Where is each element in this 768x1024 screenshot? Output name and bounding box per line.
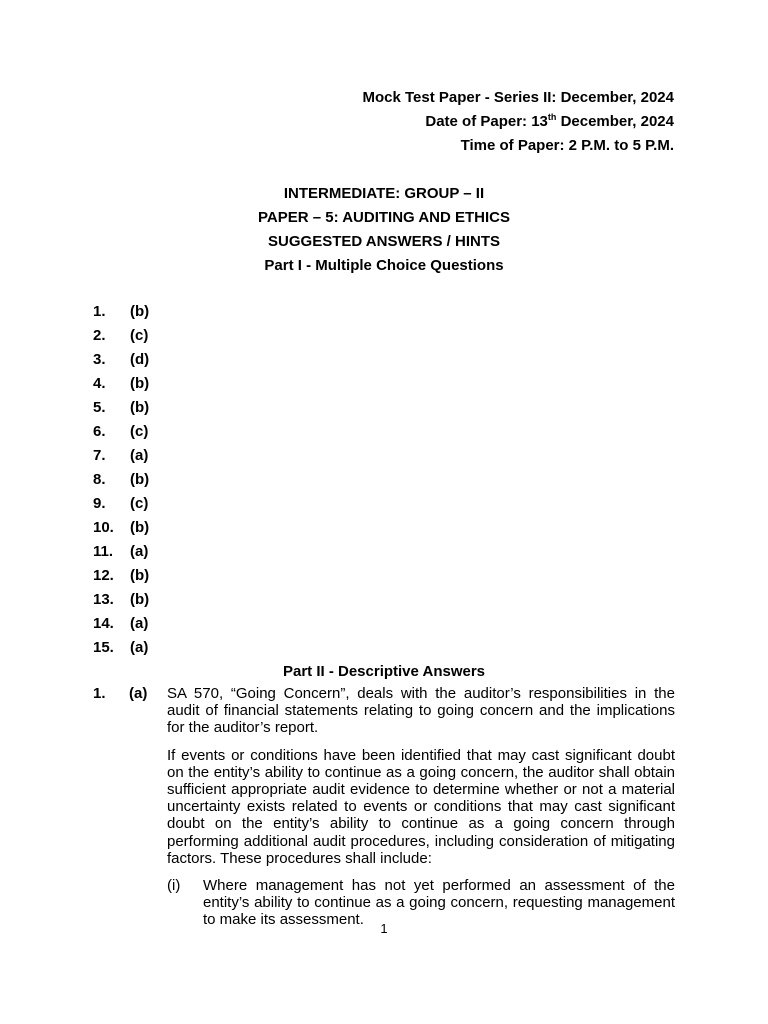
paper-title: PAPER – 5: AUDITING AND ETHICS (258, 209, 510, 226)
question-number: 6. (93, 423, 106, 440)
answer-option: (c) (130, 423, 149, 440)
answer-option: (b) (130, 375, 150, 392)
list-item (93, 540, 149, 564)
answer-option: (a) (130, 639, 149, 656)
list-item (93, 564, 149, 588)
question-number: 5. (93, 399, 106, 416)
paper-meta (362, 86, 674, 158)
answer-option: (b) (130, 471, 150, 488)
procedure-item-label: (i) (167, 877, 181, 895)
list-item (93, 444, 149, 468)
question-number: 11. (93, 543, 114, 560)
answer-paragraph: SA 570, “Going Concern”, deals with the auditor’s responsibilities in the audit of financial statements relating to going concern and the implications for the auditor’s report. (167, 685, 675, 737)
answer-option: (a) (130, 447, 149, 464)
answer-option: (a) (130, 615, 149, 632)
descriptive-answer (167, 685, 675, 929)
date-rest: December, 2024 (556, 113, 674, 130)
list-item (93, 300, 149, 324)
date-superscript: th (547, 112, 557, 122)
answer-option: (a) (130, 543, 149, 560)
question-number: 9. (93, 495, 106, 512)
answer-option: (b) (130, 591, 150, 608)
question-number: 4. (93, 375, 106, 392)
list-item (93, 372, 149, 396)
list-item (93, 396, 149, 420)
list-item (93, 636, 149, 660)
list-item (93, 468, 149, 492)
descriptive-question-number: 1. (93, 685, 106, 702)
time-line: Time of Paper: 2 P.M. to 5 P.M. (460, 137, 674, 154)
question-number: 14. (93, 615, 114, 632)
question-number: 13. (93, 591, 114, 608)
question-number: 8. (93, 471, 106, 488)
answer-option: (c) (130, 327, 149, 344)
answer-paragraph: If events or conditions have been identified that may cast significant doubt on the entity’s ability to continue as a going concern, the auditor shall obtain sufficient appropriate audit evidence to determine whether or not a material uncertainty exists related to events or conditions that may cast significant doubt on the entity’s ability to continue as a going concern through performing additional audit procedures, including consideration of mitigating factors. These procedures shall include: (167, 746, 675, 867)
mcq-answer-list (93, 300, 149, 660)
descriptive-sub-label: (a) (129, 685, 148, 702)
question-number: 3. (93, 351, 106, 368)
list-item (93, 324, 149, 348)
question-number: 1. (93, 303, 106, 320)
list-item (93, 588, 149, 612)
question-number: 12. (93, 567, 114, 584)
answer-option: (d) (130, 351, 150, 368)
procedure-item-text: Where management has not yet performed an assessment of the entity’s ability to continue as a going concern, requesting management to make its assessment. (203, 877, 675, 929)
list-item (93, 492, 149, 516)
question-number: 10. (93, 519, 114, 536)
answer-option: (b) (130, 399, 150, 416)
list-item (93, 612, 149, 636)
date-line (362, 110, 674, 134)
question-number: 7. (93, 447, 106, 464)
answer-option: (c) (130, 495, 149, 512)
answer-option: (b) (130, 519, 150, 536)
list-item (93, 348, 149, 372)
part1-title: Part I - Multiple Choice Questions (264, 257, 504, 274)
answers-subtitle: SUGGESTED ANSWERS / HINTS (268, 233, 500, 250)
title-block (0, 182, 768, 278)
list-item (93, 516, 149, 540)
series-line: Mock Test Paper - Series II: December, 2024 (362, 89, 674, 106)
group-title: INTERMEDIATE: GROUP – II (283, 185, 485, 202)
date-prefix: Date of Paper: 13 (425, 113, 548, 130)
question-number: 2. (93, 327, 106, 344)
part2-title: Part II - Descriptive Answers (282, 663, 486, 680)
answer-option: (b) (130, 567, 150, 584)
question-number: 15. (93, 639, 114, 656)
page-number: 1 (380, 921, 388, 936)
answer-option: (b) (130, 303, 150, 320)
list-item (93, 420, 149, 444)
